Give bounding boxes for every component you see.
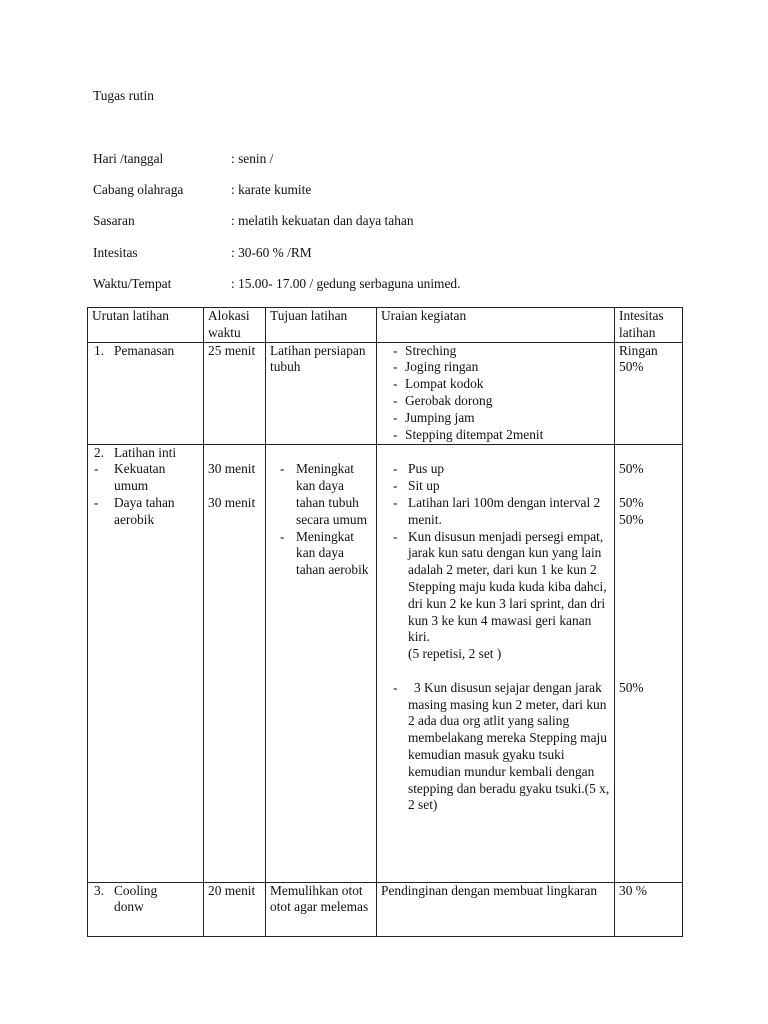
row-name: Latihan inti	[114, 444, 177, 460]
meta-value: : karate kumite	[231, 182, 312, 197]
dash-bullet: -	[393, 494, 398, 510]
header-cell: Urutan latihan	[88, 308, 204, 343]
sub-item: Daya tahan aerobik	[114, 494, 175, 527]
cell-activities	[377, 342, 615, 444]
dash-bullet: -	[280, 461, 285, 477]
cell-order	[88, 882, 204, 936]
document-title: Tugas rutin	[93, 88, 154, 103]
meta-label: Sasaran	[93, 213, 135, 228]
header-cell: Tujuan latihan	[266, 308, 377, 343]
dash-bullet: -	[393, 528, 398, 544]
cell-time: 20 menit	[204, 882, 266, 936]
dash-bullet: -	[393, 342, 398, 358]
cell-order	[88, 342, 204, 444]
meta-value: : senin /	[231, 151, 274, 166]
dash-bullet: -	[94, 461, 99, 477]
cell-activities	[377, 444, 615, 882]
meta-value: : melatih kekuatan dan daya tahan	[231, 213, 414, 228]
list-item: Stepping ditempat 2menit	[405, 426, 544, 442]
dash-bullet: -	[393, 409, 398, 425]
row-number: 3.	[94, 882, 105, 898]
dash-bullet: -	[393, 376, 398, 392]
list-item: Joging ringan	[405, 359, 479, 375]
goal-item: Meningkat kan daya tahan tubuh secara umum	[296, 461, 368, 527]
intensity-value: 50%	[619, 461, 644, 477]
list-item: 3 Kun disusun sejajar dengan jarak masing masing kun 2 meter, dari kun 2 ada dua org atlit yang saling membelakang mereka Stepping maju kemudian masuk gyaku tsuki kemudian mundur kembali dengan stepping dan beradu gyaku tsuki.(5 x, 2 set)	[408, 679, 610, 813]
dash-bullet: -	[94, 494, 99, 510]
meta-value: : 30-60 % /RM	[231, 245, 312, 260]
cell-order	[88, 444, 204, 882]
dash-bullet: -	[280, 528, 285, 544]
header-cell: Alokasi waktu	[204, 308, 266, 343]
meta-label: Waktu/Tempat	[93, 276, 172, 291]
list-item: Kun disusun menjadi persegi empat, jarak kun satu dengan kun yang lain adalah 2 meter, dari kun 1 ke kun 2 Stepping maju kuda kuda kiba dahci, dri kun 2 ke kun 3 lari sprint, dan dri kun 3 ke kun 4 mawasi geri kanan kiri.	[408, 528, 607, 645]
cell-intensity: Ringan 50%	[615, 342, 683, 444]
table-header-row	[88, 308, 683, 343]
meta-label: Hari /tanggal	[93, 151, 164, 166]
list-item: Sit up	[408, 478, 440, 494]
table-row	[88, 342, 683, 444]
dash-bullet: -	[393, 461, 398, 477]
dash-bullet: -	[393, 392, 398, 408]
time-value: 30 menit	[208, 494, 256, 510]
intensity-value: 50%	[619, 511, 644, 527]
intensity-value: 50%	[619, 494, 644, 510]
dash-bullet: -	[393, 359, 398, 375]
row-name: Pemanasan	[114, 342, 175, 358]
meta-label: Intesitas	[93, 245, 138, 260]
list-item: Gerobak dorong	[405, 392, 493, 408]
header-cell: Intesitas latihan	[615, 308, 683, 343]
table-row	[88, 882, 683, 936]
list-item: Latihan lari 100m dengan interval 2 menit.	[408, 494, 601, 527]
sub-item: Kekuatan umum	[114, 461, 166, 494]
cell-activities: Pendinginan dengan membuat lingkaran	[377, 882, 615, 936]
dash-bullet: -	[393, 679, 398, 695]
meta-label: Cabang olahraga	[93, 182, 184, 197]
cell-intensity: 30 %	[615, 882, 683, 936]
list-item: Streching	[405, 342, 457, 358]
header-cell: Uraian kegiatan	[377, 308, 615, 343]
meta-value: : 15.00- 17.00 / gedung serbaguna unimed.	[231, 276, 461, 291]
training-table	[87, 307, 683, 937]
list-item: Jumping jam	[405, 409, 475, 425]
dash-bullet: -	[393, 426, 398, 442]
row-number: 2.	[94, 444, 105, 460]
row-number: 1.	[94, 342, 105, 358]
list-item: Lompat kodok	[405, 376, 484, 392]
intensity-value: 50%	[619, 679, 644, 695]
cell-time: 25 menit	[204, 342, 266, 444]
cell-goal: Memulihkan otot otot agar melemas	[266, 882, 377, 936]
cell-goal: Latihan persiapan tubuh	[266, 342, 377, 444]
table-row	[88, 444, 683, 882]
row-name: Cooling donw	[114, 882, 158, 915]
time-value: 30 menit	[208, 461, 256, 477]
cell-intensity	[615, 444, 683, 882]
dash-bullet: -	[393, 478, 398, 494]
list-item: Pus up	[408, 461, 445, 477]
cell-time	[204, 444, 266, 882]
reps-note: (5 repetisi, 2 set )	[408, 646, 502, 662]
goal-item: Meningkat kan daya tahan aerobik	[296, 528, 369, 578]
cell-goal	[266, 444, 377, 882]
